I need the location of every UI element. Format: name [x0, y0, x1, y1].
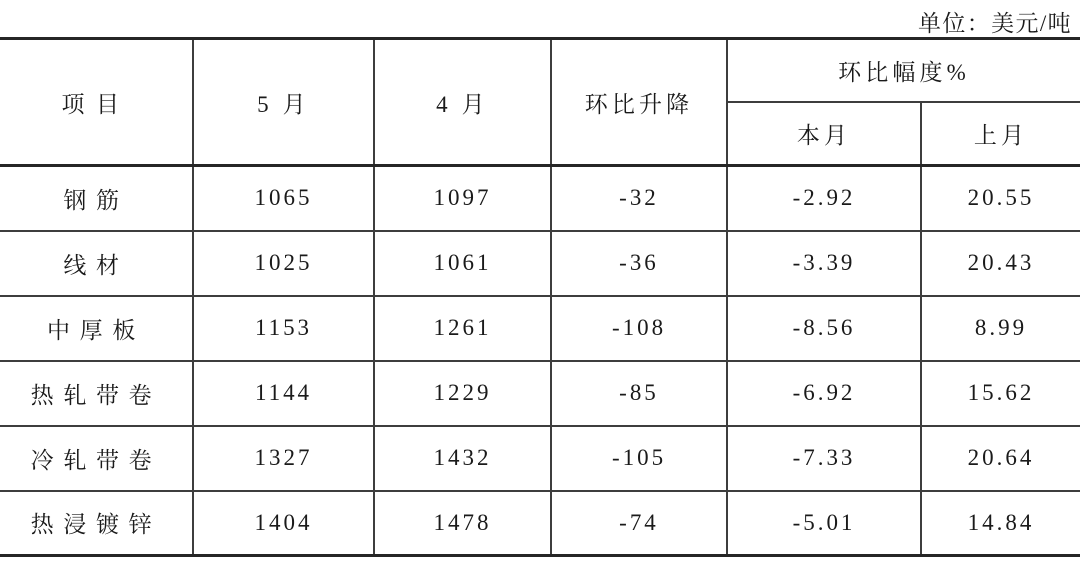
- cell-may: 1065: [193, 166, 374, 231]
- col-header-item: 项目: [0, 39, 193, 166]
- cell-april: 1478: [374, 491, 551, 556]
- cell-item: 冷轧带卷: [0, 426, 193, 491]
- cell-may: 1144: [193, 361, 374, 426]
- table-row: [0, 491, 1080, 556]
- steel-price-table: [0, 37, 1080, 557]
- col-header-last-month: 上月: [921, 102, 1080, 166]
- cell-change: -85: [551, 361, 727, 426]
- cell-rate-last: 20.55: [921, 166, 1080, 231]
- table-header: [0, 39, 1080, 166]
- table-row: [0, 296, 1080, 361]
- cell-rate-last: 20.43: [921, 231, 1080, 296]
- cell-april: 1061: [374, 231, 551, 296]
- cell-item: 中厚板: [0, 296, 193, 361]
- table-row: [0, 166, 1080, 231]
- unit-label: 单位：美元/吨: [917, 11, 1072, 36]
- table-row: [0, 361, 1080, 426]
- table-row: [0, 231, 1080, 296]
- cell-may: 1153: [193, 296, 374, 361]
- cell-rate-last: 8.99: [921, 296, 1080, 361]
- cell-rate-last: 15.62: [921, 361, 1080, 426]
- cell-rate-this: -6.92: [727, 361, 921, 426]
- col-header-mom-rate: 环比幅度%: [727, 39, 1080, 102]
- cell-item: 钢筋: [0, 166, 193, 231]
- cell-change: -36: [551, 231, 727, 296]
- cell-rate-last: 20.64: [921, 426, 1080, 491]
- cell-change: -74: [551, 491, 727, 556]
- cell-change: -105: [551, 426, 727, 491]
- col-header-this-month: 本月: [727, 102, 921, 166]
- cell-change: -32: [551, 166, 727, 231]
- cell-item: 热轧带卷: [0, 361, 193, 426]
- col-header-april: 4 月: [374, 39, 551, 166]
- cell-may: 1404: [193, 491, 374, 556]
- table-body: [0, 166, 1080, 556]
- cell-rate-last: 14.84: [921, 491, 1080, 556]
- cell-april: 1261: [374, 296, 551, 361]
- cell-item: 线材: [0, 231, 193, 296]
- cell-april: 1432: [374, 426, 551, 491]
- col-header-mom-change: 环比升降: [551, 39, 727, 166]
- col-header-may: 5 月: [193, 39, 374, 166]
- cell-change: -108: [551, 296, 727, 361]
- cell-april: 1097: [374, 166, 551, 231]
- cell-rate-this: -5.01: [727, 491, 921, 556]
- cell-april: 1229: [374, 361, 551, 426]
- cell-rate-this: -3.39: [727, 231, 921, 296]
- cell-item: 热浸镀锌: [0, 491, 193, 556]
- cell-rate-this: -7.33: [727, 426, 921, 491]
- header-row-main: [0, 39, 1080, 102]
- cell-may: 1327: [193, 426, 374, 491]
- table-row: [0, 426, 1080, 491]
- cell-rate-this: -8.56: [727, 296, 921, 361]
- cell-rate-this: -2.92: [727, 166, 921, 231]
- cell-may: 1025: [193, 231, 374, 296]
